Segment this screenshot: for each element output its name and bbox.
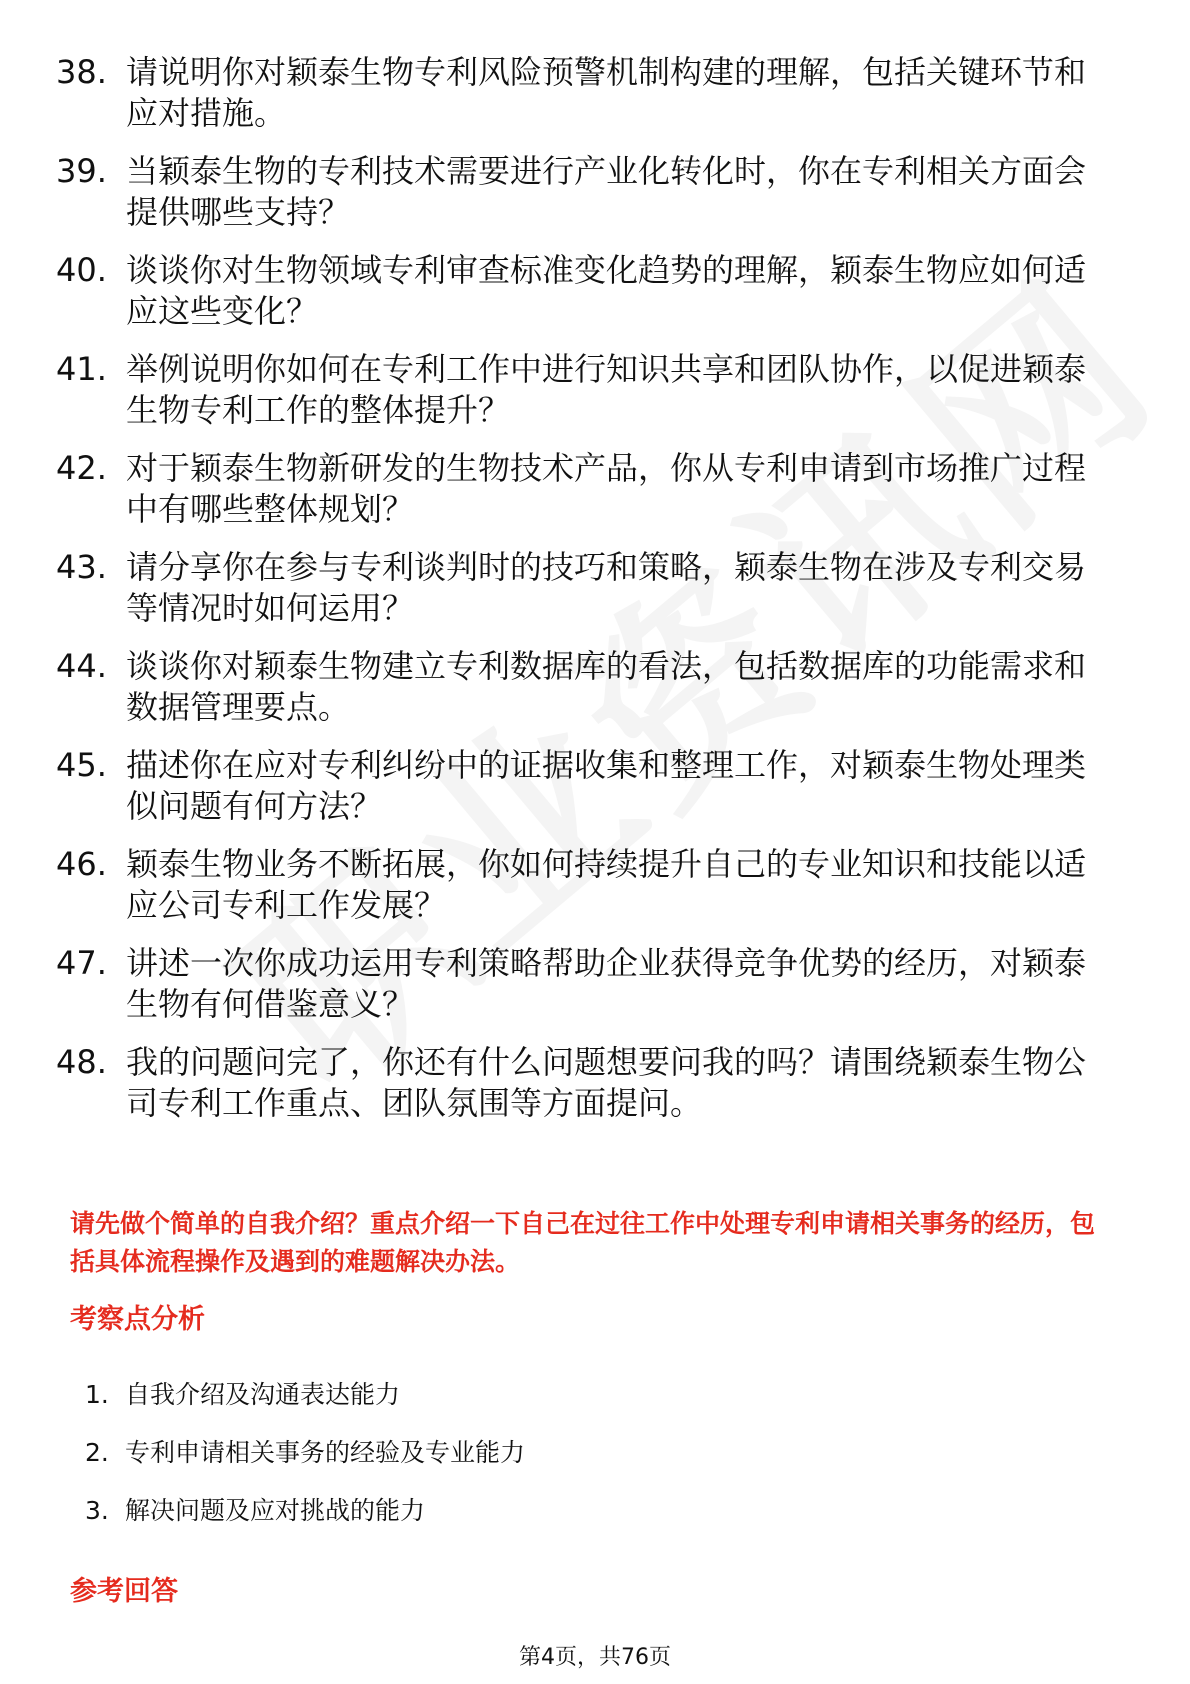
question-text: 谈谈你对生物领域专利审查标准变化趋势的理解，颖泰生物应如何适应这些变化？	[126, 251, 1087, 330]
analysis-point-text: 专利申请相关事务的经验及专业能力	[125, 1438, 526, 1467]
question-number: 45.	[56, 746, 107, 784]
question-item	[56, 151, 1116, 233]
analysis-point-list	[85, 1378, 525, 1552]
question-item	[56, 1042, 1116, 1124]
analysis-point-number: 1.	[85, 1380, 109, 1409]
question-item	[56, 646, 1116, 728]
question-text: 我的问题问完了，你还有什么问题想要问我的吗？请围绕颖泰生物公司专利工作重点、团队氛围等方面提问。	[126, 1043, 1087, 1122]
analysis-point-number: 3.	[85, 1496, 109, 1525]
analysis-title: 考察点分析	[70, 1304, 205, 1335]
question-text: 颖泰生物业务不断拓展，你如何持续提升自己的专业知识和技能以适应公司专利工作发展？	[126, 845, 1087, 924]
question-item	[56, 547, 1116, 629]
question-text: 当颖泰生物的专利技术需要进行产业化转化时，你在专利相关方面会提供哪些支持？	[126, 152, 1087, 231]
analysis-point-number: 2.	[85, 1438, 109, 1467]
analysis-point-text: 解决问题及应对挑战的能力	[125, 1496, 426, 1525]
analysis-point	[85, 1378, 525, 1412]
question-list	[56, 52, 1116, 1141]
question-number: 46.	[56, 845, 107, 883]
analysis-point	[85, 1436, 525, 1470]
question-number: 42.	[56, 449, 107, 487]
question-text: 描述你在应对专利纠纷中的证据收集和整理工作，对颖泰生物处理类似问题有何方法？	[126, 746, 1087, 825]
question-item	[56, 745, 1116, 827]
question-item	[56, 52, 1116, 134]
question-text: 请分享你在参与专利谈判时的技巧和策略，颖泰生物在涉及专利交易等情况时如何运用？	[126, 548, 1087, 627]
question-number: 47.	[56, 944, 107, 982]
question-number: 44.	[56, 647, 107, 685]
analysis-point-text: 自我介绍及沟通表达能力	[125, 1380, 401, 1409]
question-item	[56, 943, 1116, 1025]
page-footer: 第4页，共76页	[519, 1645, 671, 1670]
question-text: 请说明你对颖泰生物专利风险预警机制构建的理解，包括关键环节和应对措施。	[126, 53, 1087, 132]
question-number: 40.	[56, 251, 107, 289]
question-number: 41.	[56, 350, 107, 388]
answer-title: 参考回答	[70, 1576, 178, 1607]
question-number: 39.	[56, 152, 107, 190]
question-text: 对于颖泰生物新研发的生物技术产品，你从专利申请到市场推广过程中有哪些整体规划？	[126, 449, 1087, 528]
question-text: 举例说明你如何在专利工作中进行知识共享和团队协作，以促进颖泰生物专利工作的整体提升？	[126, 350, 1087, 429]
question-text: 讲述一次你成功运用专利策略帮助企业获得竞争优势的经历，对颖泰生物有何借鉴意义？	[126, 944, 1087, 1023]
analysis-point	[85, 1494, 525, 1528]
question-item	[56, 349, 1116, 431]
question-item	[56, 250, 1116, 332]
question-number: 48.	[56, 1043, 107, 1081]
question-item	[56, 844, 1116, 926]
question-number: 38.	[56, 53, 107, 91]
question-text: 谈谈你对颖泰生物建立专利数据库的看法，包括数据库的功能需求和数据管理要点。	[126, 647, 1087, 726]
question-item	[56, 448, 1116, 530]
question-number: 43.	[56, 548, 107, 586]
featured-question: 请先做个简单的自我介绍？重点介绍一下自己在过往工作中处理专利申请相关事务的经历，包括具体流程操作及遇到的难题解决办法。	[70, 1209, 1096, 1276]
